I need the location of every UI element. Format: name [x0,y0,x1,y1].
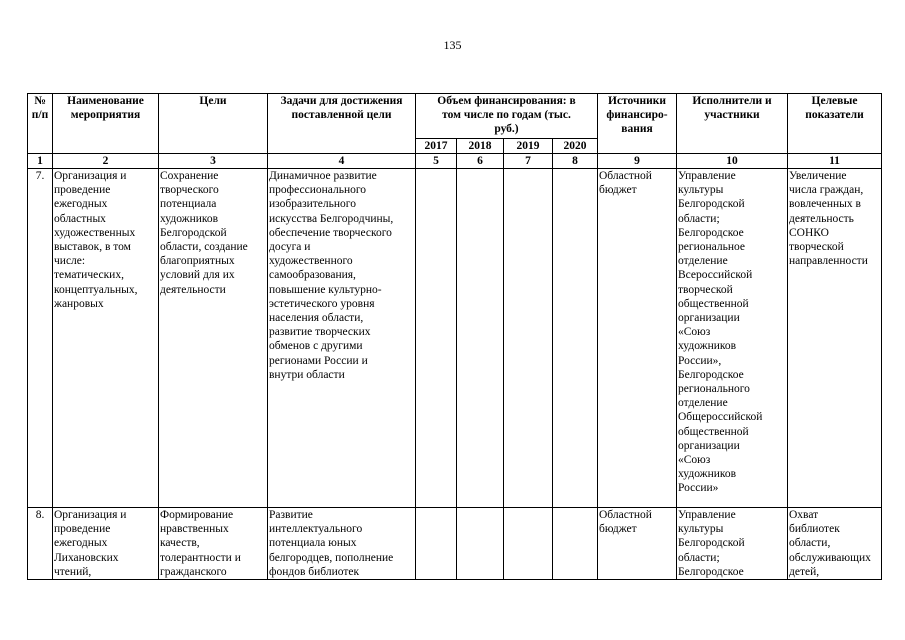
header-no: № п/п [28,94,53,154]
cell-source: Областной бюджет [598,508,677,580]
year-2019: 2019 [504,139,553,154]
cell-2019 [504,508,553,580]
cell-2017 [416,508,457,580]
column-number: 10 [677,154,788,169]
cell-executors: Управление культуры Белгородской области; Белгородское региональное отделение Всероссийской творческой общественной организации «Союз художников России», Белгородское регионального отделение Общероссийской общественной организации «Союз художников России» [677,169,788,508]
column-number: 3 [159,154,268,169]
table-row [28,169,882,508]
column-number: 9 [598,154,677,169]
cell-tasks: Динамичное развитие профессионального изобразительного искусства Белгородчины, обеспечение творческого досуга и художественного самообразования, повышение культурно- эстетического уровня населения области, развитие творческих обменов с другими регионами России и внутри области [268,169,416,508]
cell-goals: Сохранение творческого потенциала художников Белгородской области, создание благоприятных условий для их деятельности [159,169,268,508]
cell-indicators: Увеличение числа граждан, вовлеченных в деятельность СОНКО творческой направленности [788,169,882,508]
row-number: 7. [28,169,53,508]
column-number: 4 [268,154,416,169]
column-number: 2 [53,154,159,169]
column-number: 7 [504,154,553,169]
header-funding: Объем финансирования: в том числе по годам (тыс. руб.) [416,94,598,139]
header-tasks: Задачи для достижения поставленной цели [268,94,416,154]
header-name: Наименование мероприятия [53,94,159,154]
cell-name: Организация и проведение ежегодных Лихановских чтений, [53,508,159,580]
cell-tasks: Развитие интеллектуального потенциала юных белгородцев, пополнение фондов библиотек [268,508,416,580]
table-row [28,508,882,580]
program-table [27,93,882,580]
page-number: 135 [443,38,462,52]
year-2020: 2020 [553,139,598,154]
cell-2020 [553,169,598,508]
header-row [28,94,882,139]
cell-2018 [457,169,504,508]
cell-goals: Формирование нравственных качеств, толерантности и гражданского [159,508,268,580]
cell-executors: Управление культуры Белгородской области; Белгородское [677,508,788,580]
column-number: 1 [28,154,53,169]
cell-name: Организация и проведение ежегодных областных художественных выставок, в том числе: тематических, концептуальных, жанровых [53,169,159,508]
year-2017: 2017 [416,139,457,154]
year-2018: 2018 [457,139,504,154]
header-goals: Цели [159,94,268,154]
header-executors: Исполнители и участники [677,94,788,154]
header-indicators: Целевые показатели [788,94,882,154]
column-number: 6 [457,154,504,169]
cell-2017 [416,169,457,508]
column-number: 5 [416,154,457,169]
cell-indicators: Охват библиотек области, обслуживающих детей, [788,508,882,580]
header-sources: Источники финансиро- вания [598,94,677,154]
column-number: 8 [553,154,598,169]
cell-2020 [553,508,598,580]
cell-source: Областной бюджет [598,169,677,508]
column-number: 11 [788,154,882,169]
column-numbers-row [28,154,882,169]
row-number: 8. [28,508,53,580]
cell-2018 [457,508,504,580]
cell-2019 [504,169,553,508]
